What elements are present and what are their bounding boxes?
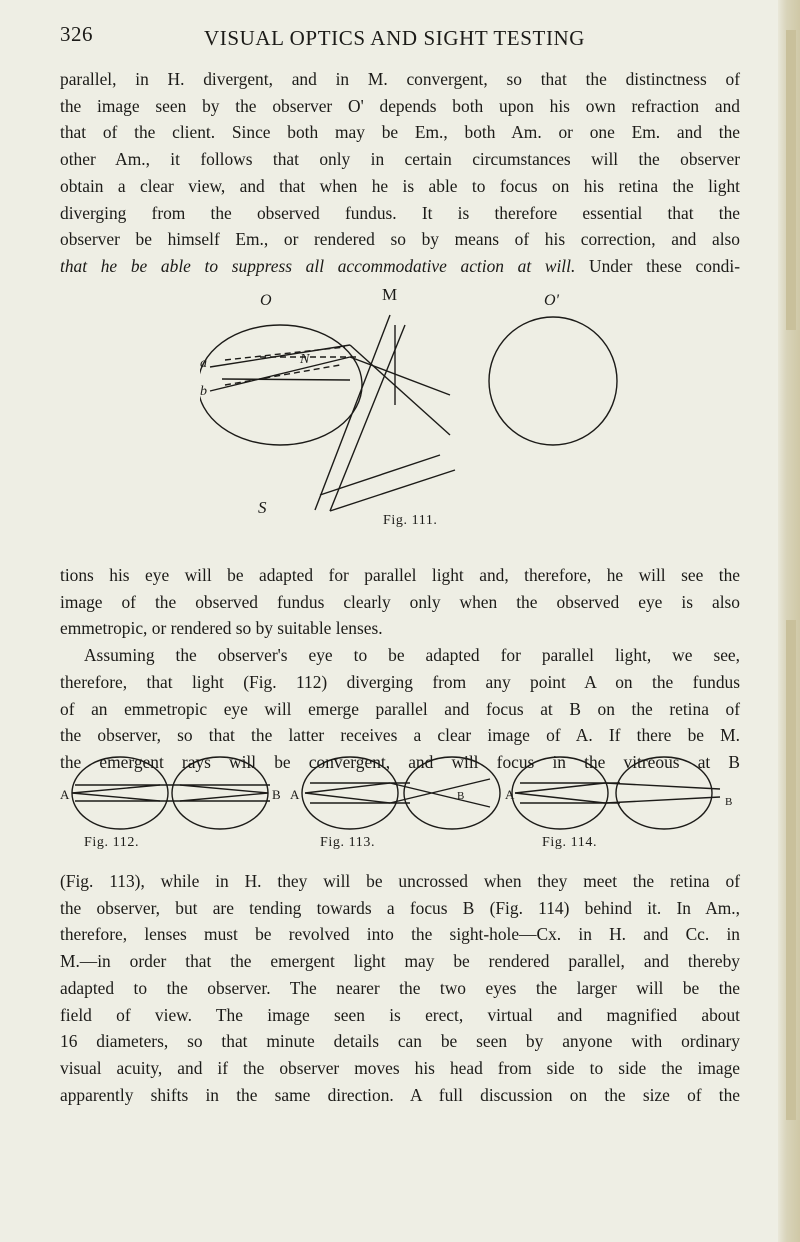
label-A: A (60, 787, 70, 802)
page-edge-band (786, 620, 796, 1120)
eye-outline (302, 757, 398, 829)
text-line: apparently shifts in the same direction. A full discussion on the size of the (60, 1084, 740, 1105)
observed-eye-outline (200, 325, 362, 445)
ray-line (330, 325, 405, 511)
ray-line (605, 797, 720, 803)
figure-112-caption: Fig. 112. (84, 835, 140, 850)
label-B: B (725, 796, 733, 808)
text-line-mixed (60, 253, 740, 280)
figure-114-caption: Fig. 114. (542, 835, 598, 850)
ray-line (210, 357, 350, 391)
text-line: parallel, in H. divergent, and in M. convergent, so that the distinctness of (60, 69, 740, 89)
text-line: the observer, so that the latter receives a clear image of A. If there be M. (60, 725, 740, 746)
text-line: adapted to the observer. The nearer the two eyes the larger will be the (60, 977, 740, 998)
label-S: S (258, 498, 267, 515)
text-line: other Am., it follows that only in certain circumstances will the observer (60, 149, 740, 170)
text-line: the observer, but are tending towards a focus B (Fig. 114) behind it. In Am., (60, 897, 740, 918)
figure-112-diagram (72, 757, 270, 829)
label-b: b (200, 384, 207, 399)
label-A: A (290, 787, 300, 802)
label-a: a (200, 356, 207, 371)
eye-outline (512, 757, 608, 829)
figure-111-diagram (200, 285, 620, 515)
ray-line (515, 783, 605, 793)
paragraph-bottom (60, 868, 740, 1108)
running-head: VISUAL OPTICS AND SIGHT TESTING (204, 26, 586, 50)
text-line: Assuming the observer's eye to be adapted for parallel light, we see, (84, 645, 740, 666)
label-O-prime: O' (544, 292, 559, 309)
text-line: the emergent rays will be convergent, and will focus in the vitreous at B (60, 751, 740, 772)
eye-outline (72, 757, 168, 829)
text-line: field of view. The image seen is erect, virtual and magnified about (60, 1004, 740, 1025)
figure-111-caption: Fig. 111. (383, 513, 438, 528)
ray-line (330, 470, 455, 511)
text-fragment: Under these condi- (575, 255, 740, 276)
ray-line (605, 783, 720, 789)
ray-line (320, 455, 440, 495)
label-A: A (505, 787, 515, 802)
text-line: therefore, that light (Fig. 112) diverging from any point A on the fundus (60, 671, 740, 692)
page-edge (778, 0, 800, 1242)
ray-line (515, 793, 605, 803)
text-line: tions his eye will be adapted for parallel light and, therefore, he will see the (60, 565, 740, 585)
ray-line (72, 793, 160, 801)
paragraph-middle (60, 562, 740, 776)
ray-line (305, 783, 390, 793)
figures-112-114-diagram (60, 755, 740, 835)
figure-114-diagram (512, 757, 720, 829)
label-B: B (457, 790, 465, 802)
ray-line (72, 785, 160, 793)
text-line: M.—in order that the emergent light may be rendered parallel, and thereby (60, 951, 740, 972)
text-line: 16 diameters, so that minute details can be seen by anyone with ordinary (60, 1031, 740, 1052)
figures-112-114 (60, 755, 740, 855)
label-N: N (300, 352, 310, 367)
eye-outline (172, 757, 268, 829)
text-line: observer be himself Em., or rendered so by means of his correction, and also (60, 229, 740, 250)
text-line: (Fig. 113), while in H. they will be uncrossed when they meet the retina of (60, 871, 740, 891)
page-header (0, 22, 800, 58)
ray-line (180, 785, 268, 793)
ray-line (225, 347, 345, 360)
figure-113-diagram (302, 757, 500, 829)
ray-line (180, 793, 268, 801)
ray-line (222, 379, 350, 380)
ray-line (305, 793, 390, 803)
label-O: O (260, 292, 272, 309)
paragraph-top (60, 66, 740, 280)
eye-outline (404, 757, 500, 829)
label-B: B (272, 787, 281, 802)
text-line: therefore, lenses must be revolved into the sight-hole—Cx. in H. and Cc. in (60, 924, 740, 945)
page-number: 326 (60, 22, 93, 46)
eye-outline (616, 757, 712, 829)
text-line: visual acuity, and if the observer moves his head from side to side the image (60, 1057, 740, 1078)
text-line: image of the observed fundus clearly only when the observed eye is also (60, 591, 740, 612)
ray-line (225, 365, 340, 385)
text-line: that of the client. Since both may be Em., both Am. or one Em. and the (60, 122, 740, 143)
italic-phrase: that he be able to suppress all accommodative action at will. (60, 255, 576, 276)
text-line: of an emmetropic eye will emerge parallel and focus at B on the retina of (60, 698, 740, 719)
text-line: the image seen by the observer O' depends both upon his own refraction and (60, 95, 740, 116)
text-line: obtain a clear view, and that when he is able to focus on his retina the light (60, 175, 740, 196)
ray-line (315, 315, 390, 510)
figure-113-caption: Fig. 113. (320, 835, 376, 850)
label-M: M (382, 285, 398, 304)
page-edge-band (786, 30, 796, 330)
figure-111 (200, 285, 620, 530)
text-line: emmetropic, or rendered so by suitable lenses. (60, 618, 383, 639)
text-line: diverging from the observed fundus. It is therefore essential that the (60, 202, 740, 223)
observer-eye-outline (489, 317, 617, 445)
